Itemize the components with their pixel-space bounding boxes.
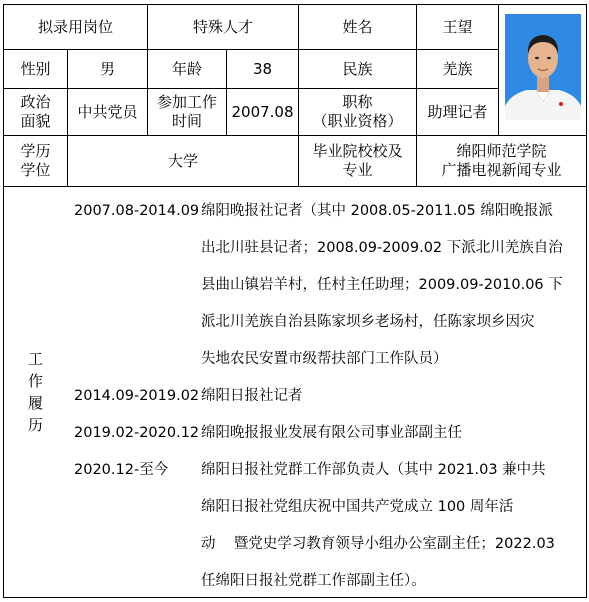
political-value: 中共党员 (77, 102, 138, 121)
age-label: 年龄 (171, 59, 202, 78)
school-label: 毕业院校校及 专业 (312, 142, 403, 179)
history-date: 2020.12-至今 (74, 462, 169, 478)
history-text: 出北川驻县记者；2008.09-2009.02 下派北川羌族自治 (201, 240, 563, 256)
history-date: 2007.08-2014.09 (74, 203, 200, 219)
ethnicity-value: 羌族 (442, 59, 473, 78)
portrait-photo (505, 14, 581, 120)
history-text: 动 暨党史学习教育领导小组办公室副主任；2022.03 (201, 536, 555, 552)
gender-label: 性别 (20, 59, 51, 78)
grid-line (586, 4, 587, 598)
history-date: 2019.02-2020.12 (74, 425, 200, 441)
history-text: 绵阳晚报报业发展有限公司事业部副主任 (201, 425, 462, 441)
position-value: 特殊人才 (192, 17, 253, 36)
political-label: 政治 面貌 (20, 93, 51, 130)
history-text: 失地农民安置市级帮扶部门工作队员） (201, 351, 448, 367)
title-label: 职称 （职业资格） (312, 93, 403, 130)
gender-value: 男 (99, 59, 115, 78)
education-label: 学历 学位 (20, 142, 51, 179)
work-start-label: 参加工作 时间 (156, 93, 217, 130)
grid-line (498, 4, 499, 136)
education-value: 大学 (167, 151, 198, 170)
history-text: 绵阳晚报社记者（其中 2008.05-2011.05 绵阳晚报派 (201, 203, 553, 219)
portrait-icon (505, 14, 581, 120)
history-text: 绵阳日报社党群工作部负责人（其中 2021.03 兼中共 (201, 462, 546, 478)
position-label: 拟录用岗位 (37, 17, 113, 36)
history-text: 任绵阳日报社党群工作部副主任）。 (201, 573, 426, 589)
history-text: 县曲山镇岩羊村，任村主任助理；2009.09-2010.06 下 (201, 277, 563, 293)
history-text: 派北川羌族自治县陈家坝乡老场村，任陈家坝乡因灾 (201, 314, 535, 330)
ethnicity-label: 民族 (342, 59, 373, 78)
history-label: 工 作 履 历 (27, 350, 43, 434)
work-start-value: 2007.08 (231, 102, 294, 121)
name-value: 王望 (442, 17, 473, 36)
age-value: 38 (252, 59, 273, 78)
history-date: 2014.09-2019.02 (74, 388, 200, 404)
grid-line (3, 186, 586, 187)
name-label: 姓名 (342, 17, 373, 36)
title-value: 助理记者 (427, 102, 488, 121)
school-value: 绵阳师范学院 广播电视新闻专业 (441, 142, 562, 179)
history-text: 绵阳日报社党组庆祝中国共产党成立 100 周年活 (201, 499, 514, 515)
history-text: 绵阳日报社记者 (201, 388, 303, 404)
